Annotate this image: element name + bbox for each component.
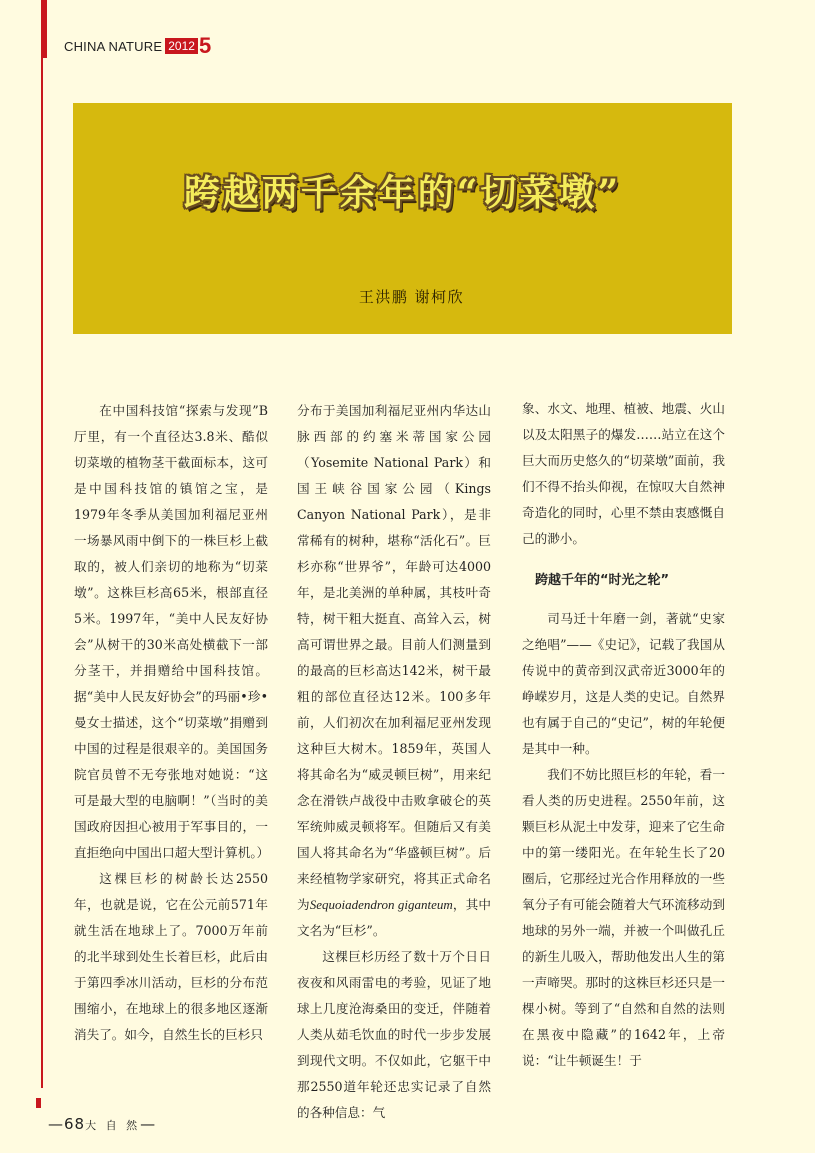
article-title: 跨越两千余年的“切菜墩”: [183, 172, 622, 214]
page-margin-line: [41, 58, 43, 1088]
footer-magazine-name: 大 自 然: [85, 1119, 141, 1132]
magazine-name: CHINA NATURE: [64, 38, 163, 54]
paragraph: 司马迁十年磨一剑，著就“史家之绝唱”——《史记》，记载了我国从传说中的黄帝到汉武帝近3000年的峥嵘岁月，这是人类的史记。自然界也有属于自己的“史记”，树的年轮便是其中一种。: [522, 611, 725, 756]
footer-accent-mark: [36, 1098, 41, 1108]
text-column-3: [522, 396, 725, 1074]
page-footer: —68大 自 然—: [48, 1115, 157, 1133]
paragraph: 我们不妨比照巨杉的年轮，看一看人类的历史进程。2550年前，这颗巨杉从泥土中发芽，迎来了它生命中的第一缕阳光。在年轮生长了20圈后，它那经过光合作用释放的一些氧分子有可能会随着大气环流移动到地球的另外一端，并被一个叫做孔丘的新生儿吸入，帮助他发出人生的第一声啼哭。那时的这株巨杉还只是一棵小树。等到了“自然和自然的法则在黑夜中隐藏”的1642年，上帝说：“让牛顿诞生！于: [522, 767, 725, 1068]
issue-year: 2012: [165, 38, 198, 54]
paragraph: 这棵巨杉历经了数十万个日日夜夜和风雨雷电的考验，见证了地球上几度沧海桑田的变迁，伴随着人类从茹毛饮血的时代一步步发展到现代文明。不仅如此，它躯干中那2550道年轮还忠实记录了自然的各种信息：气: [297, 949, 491, 1120]
paragraph: [297, 398, 491, 944]
issue-number: 5: [198, 33, 212, 58]
text-column-1: [74, 398, 268, 1048]
paragraph-text: 分布于美国加利福尼亚州内华达山脉西部的约塞米蒂国家公园（Yosemite National Park）和国王峡谷国家公园（Kings Canyon National Park），是非常稀有的树种，堪称“活化石”。巨杉亦称“世界爷”，年龄可达4000年，是北美洲的单种属，其枝叶奇特，树干粗大挺直、高耸入云，树高可谓世界之最。目前人们测量到的最高的巨杉高达142米，树干最粗的部位直径达12米。100多年前，人们初次在加利福尼亚州发现这种巨大树木。1859年，英国人将其命名为“威灵顿巨树”，用来纪念在滑铁卢战役中击败拿破仑的英军统帅威灵顿将军。但随后又有美国人将其命名为“华盛顿巨树”。后来经植物学家研究，将其正式命名为: [297, 403, 491, 912]
running-header: [64, 35, 211, 57]
paragraph: 象、水文、地理、植被、地震、火山以及太阳黑子的爆发……站立在这个巨大而历史悠久的“切菜墩”面前，我们不得不抬头仰视，在惊叹大自然神奇造化的同时，心里不禁由衷感慨自己的渺小。: [522, 401, 725, 546]
article-authors: 王洪鹏 谢柯欣: [358, 288, 465, 306]
page-number: 68: [64, 1115, 86, 1133]
paragraph: 这棵巨杉的树龄长达2550年，也就是说，它在公元前571年就生活在地球上了。7000万年前的北半球到处生长着巨杉，此后由于第四季冰川活动，巨杉的分布范围缩小，在地球上的很多地区逐渐消失了。如今，自然生长的巨杉只: [74, 871, 268, 1042]
text-column-2: [297, 398, 491, 1126]
latin-name: Sequoiadendron giganteum: [309, 897, 453, 912]
title-banner: [73, 103, 732, 334]
paragraph: 在中国科技馆“探索与发现”B厅里，有一个直径达3.8米、酷似切菜墩的植物茎干截面标本，这可是中国科技馆的镇馆之宝，是1979年冬季从美国加利福尼亚州一场暴风雨中倒下的一株巨杉上截取的，被人们亲切的地称为“切菜墩”。这株巨杉高65米，根部直径5米。1997年，“美中人民友好协会”从树干的30米高处横截下一部分茎干，并捐赠给中国科技馆。据“美中人民友好协会”的玛丽•珍•曼女士描述，这个“切菜墩”捐赠到中国的过程是很艰辛的。美国国务院官员曾不无夸张地对她说：“这可是最大型的电脑啊！”（当时的美国政府因担心被用于军事目的，一直拒绝向中国出口超大型计算机。）: [74, 403, 270, 860]
section-subheading: 跨越千年的“时光之轮”: [535, 573, 670, 588]
paragraph-text: ，其中文名为“巨杉”。: [297, 897, 491, 938]
header-accent-bar: [41, 0, 47, 58]
